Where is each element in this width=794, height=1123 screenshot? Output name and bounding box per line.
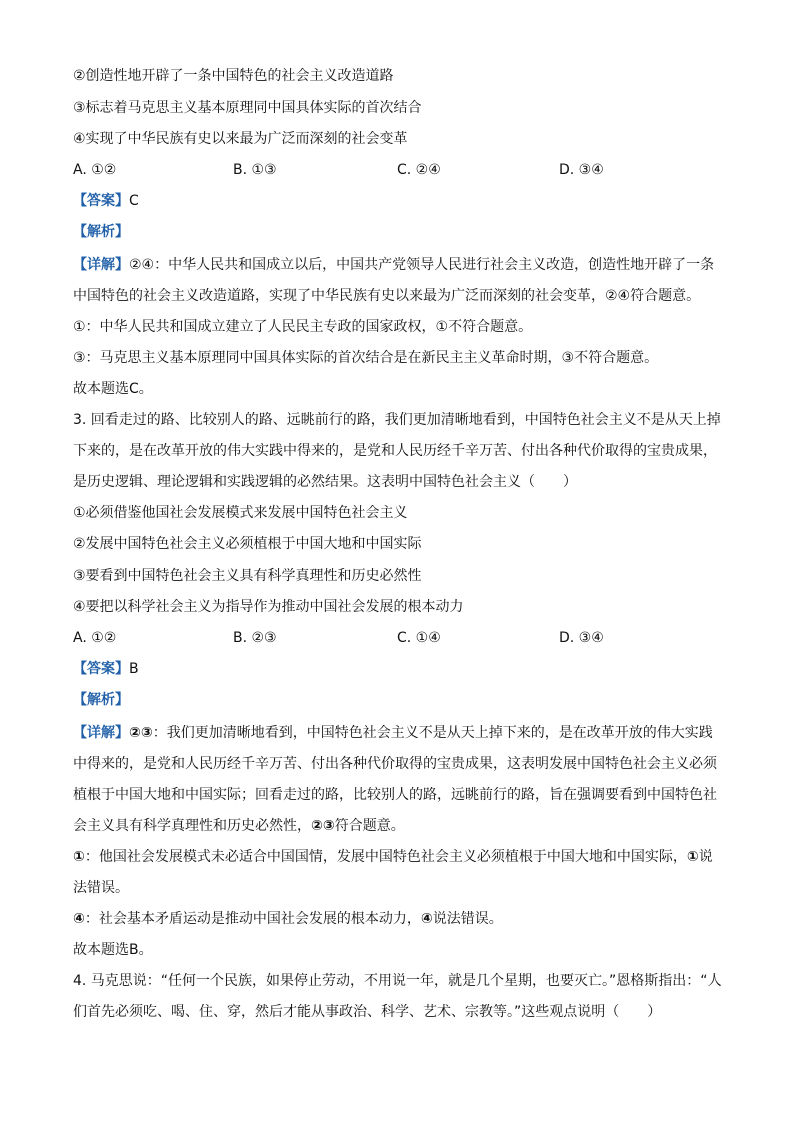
q3-stem-line-2: 下来的，是在改革开放的伟大实践中得来的，是党和人民历经千辛万苦、付出各种代价取得的宝贵成果，	[73, 443, 717, 459]
q3-detail-mark: ②③	[129, 725, 153, 741]
q3-wrong-4-text: ：社会基本矛盾运动是推动中国社会发展的根本动力，	[84, 911, 421, 927]
answer-value: B	[129, 661, 139, 677]
q3-answer	[73, 660, 723, 678]
q2-detail-line-1	[73, 256, 723, 274]
q2-detail-text-1: ②④：中华人民共和国成立以后，中国共产党领导人民进行社会主义改造，创造性地开辟了一条	[129, 257, 715, 273]
q2-option-c: C. ②④	[397, 162, 441, 178]
answer-value: C	[129, 193, 139, 209]
q3-wrong-1-line-1	[73, 848, 723, 866]
q3-detail-line-4	[73, 817, 723, 835]
q3-option-a: A. ①②	[73, 630, 117, 646]
q3-options	[73, 629, 723, 647]
q3-wrong-4-end: 说法错误。	[432, 911, 503, 927]
q3-option-d: D. ③④	[559, 630, 604, 646]
q3-detail-line-1	[73, 724, 723, 742]
q3-option-b: B. ②③	[233, 630, 277, 646]
q3-wrong-1-end: 说	[698, 849, 713, 865]
q3-detail-line-2: 中得来的，是党和人民历经千辛万苦、付出各种代价取得的宝贵成果，这表明发展中国特色社会主义必须	[73, 756, 717, 772]
q2-option-a: A. ①②	[73, 162, 117, 178]
q3-statement-1: ①必须借鉴他国社会发展模式来发展中国特色社会主义	[73, 505, 408, 521]
detail-tag: 【详解】	[73, 725, 129, 741]
q2-option-d: D. ③④	[559, 162, 604, 178]
q2-answer	[73, 192, 723, 210]
q3-wrong-4	[73, 910, 723, 928]
analysis-tag: 【解析】	[73, 224, 129, 240]
detail-tag: 【详解】	[73, 257, 129, 273]
q3-option-c: C. ①④	[397, 630, 441, 646]
q3-conclusion: 故本题选B。	[73, 942, 153, 958]
q3-detail-mark-2: ②③	[311, 818, 335, 834]
q2-statement-2: ②创造性地开辟了一条中国特色的社会主义改造道路	[73, 68, 394, 84]
q3-detail-line-3: 植根于中国大地和中国实际；回看走过的路，比较别人的路，远眺前行的路，旨在强调要看到中国特色社	[73, 787, 717, 803]
answer-tag: 【答案】	[73, 661, 129, 677]
q3-analysis-heading	[73, 691, 723, 709]
q3-detail-text-4-end: 符合题意。	[334, 818, 405, 834]
q3-detail-text-1: ：我们更加清晰地看到，中国特色社会主义不是从天上掉下来的，是在改革开放的伟大实践	[152, 725, 713, 741]
q3-wrong-1-mark: ①	[73, 849, 85, 865]
q2-statement-4: ④实现了中华民族有史以来最为广泛而深刻的社会变革	[73, 131, 408, 147]
q2-statement-3: ③标志着马克思主义基本原理同中国具体实际的首次结合	[73, 100, 422, 116]
q4-stem-line-1: 4. 马克思说：“任何一个民族，如果停止劳动，不用说一年，就是几个星期，也要灭亡。”恩格斯指出：“人	[73, 973, 722, 989]
q3-wrong-1-mark-2: ①	[686, 849, 699, 865]
q3-statement-2: ②发展中国特色社会主义必须植根于中国大地和中国实际	[73, 536, 422, 552]
q2-detail-line-3: ①：中华人民共和国成立建立了人民民主专政的国家政权，①不符合题意。	[73, 319, 533, 335]
q3-statement-3: ③要看到中国特色社会主义具有科学真理性和历史必然性	[73, 568, 422, 584]
q2-detail-line-2: 中国特色的社会主义改造道路，实现了中华民族有史以来最为广泛而深刻的社会变革，②④符合题意。	[73, 288, 701, 304]
q2-analysis-heading	[73, 223, 723, 241]
q2-detail-line-4: ③：马克思主义基本原理同中国具体实际的首次结合是在新民主主义革命时期，③不符合题意。	[73, 350, 659, 366]
q3-wrong-4-mark: ④	[73, 911, 85, 927]
analysis-tag: 【解析】	[73, 692, 129, 708]
q2-conclusion: 故本题选C。	[73, 381, 153, 397]
q3-detail-text-4: 会主义具有科学真理性和历史必然性，	[73, 818, 311, 834]
q2-option-b: B. ①③	[233, 162, 277, 178]
q2-options	[73, 161, 723, 179]
q3-stem-line-3: 是历史逻辑、理论逻辑和实践逻辑的必然结果。这表明中国特色社会主义（ ）	[73, 474, 577, 490]
q3-wrong-4-mark-2: ④	[420, 911, 433, 927]
q3-wrong-1-text: ：他国社会发展模式未必适合中国国情，发展中国特色社会主义必须植根于中国大地和中国实际，	[84, 849, 687, 865]
q4-stem-line-2: 们首先必须吃、喝、住、穿，然后才能从事政治、科学、艺术、宗教等。”这些观点说明（ ）	[73, 1004, 662, 1020]
q3-stem-line-1: 3. 回看走过的路、比较别人的路、远眺前行的路，我们更加清晰地看到，中国特色社会主义不是从天上掉	[73, 412, 721, 428]
q3-wrong-1-line-2: 法错误。	[73, 880, 129, 896]
q3-statement-4: ④要把以科学社会主义为指导作为推动中国社会发展的根本动力	[73, 599, 464, 615]
answer-tag: 【答案】	[73, 193, 129, 209]
